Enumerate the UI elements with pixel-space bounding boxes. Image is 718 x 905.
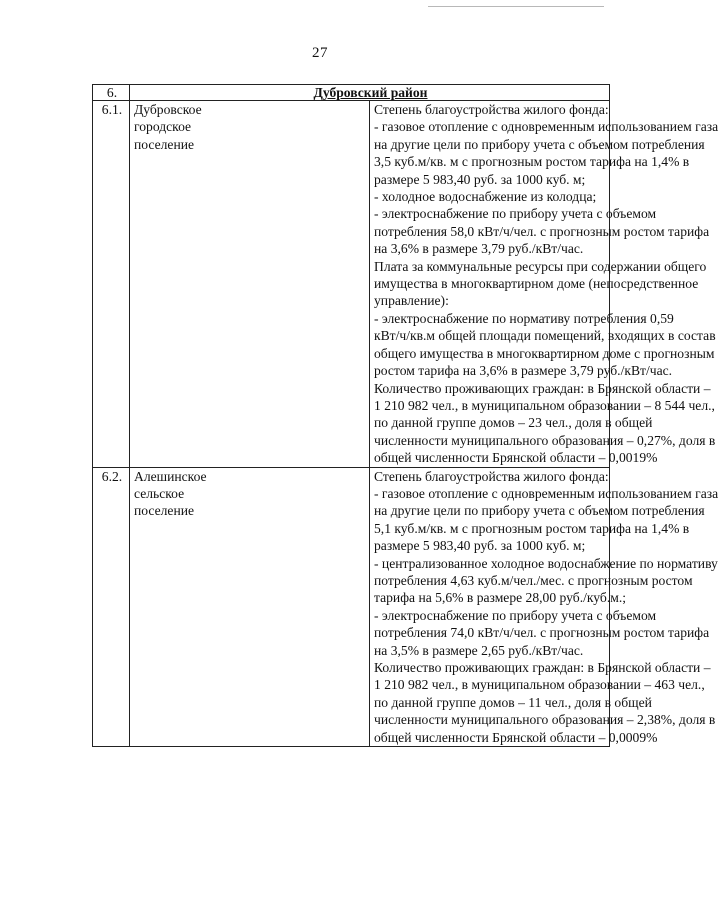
- settlement-name: [130, 101, 370, 468]
- text-line: численности муниципального образования – 2,38%, доля в: [374, 712, 716, 728]
- section-title: Дубровский район: [130, 85, 610, 101]
- text-line: на другие цели по прибору учета с объемом потребления: [374, 503, 705, 519]
- settlement-name-line: Дубровское: [134, 102, 202, 117]
- text-line: по данной группе домов – 11 чел., доля в общей: [374, 694, 652, 710]
- settlement-name-line: сельское: [134, 485, 185, 501]
- text-line: потребления 74,0 кВт/ч/чел. с прогнозным ростом тарифа: [374, 625, 710, 641]
- page-number: 27: [312, 45, 328, 61]
- settlement-description: [370, 101, 718, 468]
- settlement-name: [130, 467, 370, 747]
- text-line: - централизованное холодное водоснабжение по нормативу: [374, 555, 718, 571]
- section-number: 6.: [93, 85, 130, 101]
- text-line: на 3,6% в размере 3,79 руб./кВт/час.: [374, 241, 584, 257]
- text-line: - электроснабжение по прибору учета с объемом: [374, 206, 657, 222]
- text-line: - газовое отопление с одновременным использованием газа: [374, 485, 718, 501]
- scan-edge-mark: [428, 6, 604, 7]
- tariff-table: [92, 84, 718, 747]
- text-line: - электроснабжение по прибору учета с объемом: [374, 607, 657, 623]
- text-line: - газовое отопление с одновременным использованием газа: [374, 119, 718, 135]
- table-row: [93, 101, 610, 468]
- text-line: ростом тарифа на 3,6% в размере 3,79 руб./кВт/час.: [374, 363, 673, 379]
- text-line: размере 5 983,40 руб. за 1000 куб. м;: [374, 171, 586, 187]
- text-line: тарифа на 5,6% в размере 28,00 руб./куб.м.;: [374, 590, 626, 606]
- settlement-description: [370, 467, 718, 747]
- text-line: Количество проживающих граждан: в Брянской области –: [374, 380, 711, 396]
- row-number: 6.2.: [93, 467, 130, 747]
- text-line: кВт/ч/кв.м общей площади помещений, входящих в состав: [374, 328, 716, 344]
- text-line: общей численности Брянской области – 0,0019%: [374, 450, 658, 466]
- text-line: 1 210 982 чел., в муниципальном образовании – 8 544 чел.,: [374, 397, 715, 413]
- text-line: - холодное водоснабжение из колодца;: [374, 189, 597, 205]
- text-line: Плата за коммунальные ресурсы при содержании общего: [374, 258, 707, 274]
- text-line: управление):: [374, 293, 449, 309]
- text-line: Степень благоустройства жилого фонда:: [374, 468, 609, 484]
- text-line: по данной группе домов – 23 чел., доля в общей: [374, 415, 653, 431]
- text-line: имущества в многоквартирном доме (непосредственное: [374, 276, 699, 292]
- section-header-row: [93, 85, 610, 101]
- text-line: на 3,5% в размере 2,65 руб./кВт/час.: [374, 642, 584, 658]
- table-row: [93, 467, 610, 747]
- text-line: 5,1 куб.м/кв. м с прогнозным ростом тарифа на 1,4% в: [374, 520, 690, 536]
- settlement-name-line: поселение: [134, 503, 195, 519]
- text-line: на другие цели по прибору учета с объемом потребления: [374, 136, 705, 152]
- settlement-name-line: Алешинское: [134, 468, 207, 484]
- text-line: Степень благоустройства жилого фонда:: [374, 102, 609, 117]
- text-line: Количество проживающих граждан: в Брянской области –: [374, 660, 711, 675]
- row-number: 6.1.: [93, 101, 130, 468]
- text-line: размере 5 983,40 руб. за 1000 куб. м;: [374, 538, 586, 554]
- text-line: общего имущества в многоквартирном доме с прогнозным: [374, 345, 715, 361]
- text-line: 1 210 982 чел., в муниципальном образовании – 463 чел.,: [374, 677, 705, 693]
- text-line: 3,5 куб.м/кв. м с прогнозным ростом тарифа на 1,4% в: [374, 154, 690, 170]
- text-line: потребления 58,0 кВт/ч/чел. с прогнозным ростом тарифа: [374, 223, 710, 239]
- text-line: численности муниципального образования – 0,27%, доля в: [374, 432, 716, 448]
- settlement-name-line: городское: [134, 119, 192, 135]
- text-line: - электроснабжение по нормативу потребления 0,59: [374, 310, 674, 326]
- settlement-name-line: поселение: [134, 136, 195, 152]
- text-line: общей численности Брянской области – 0,0009%: [374, 729, 658, 745]
- text-line: потребления 4,63 куб.м/чел./мес. с прогнозным ростом: [374, 572, 693, 588]
